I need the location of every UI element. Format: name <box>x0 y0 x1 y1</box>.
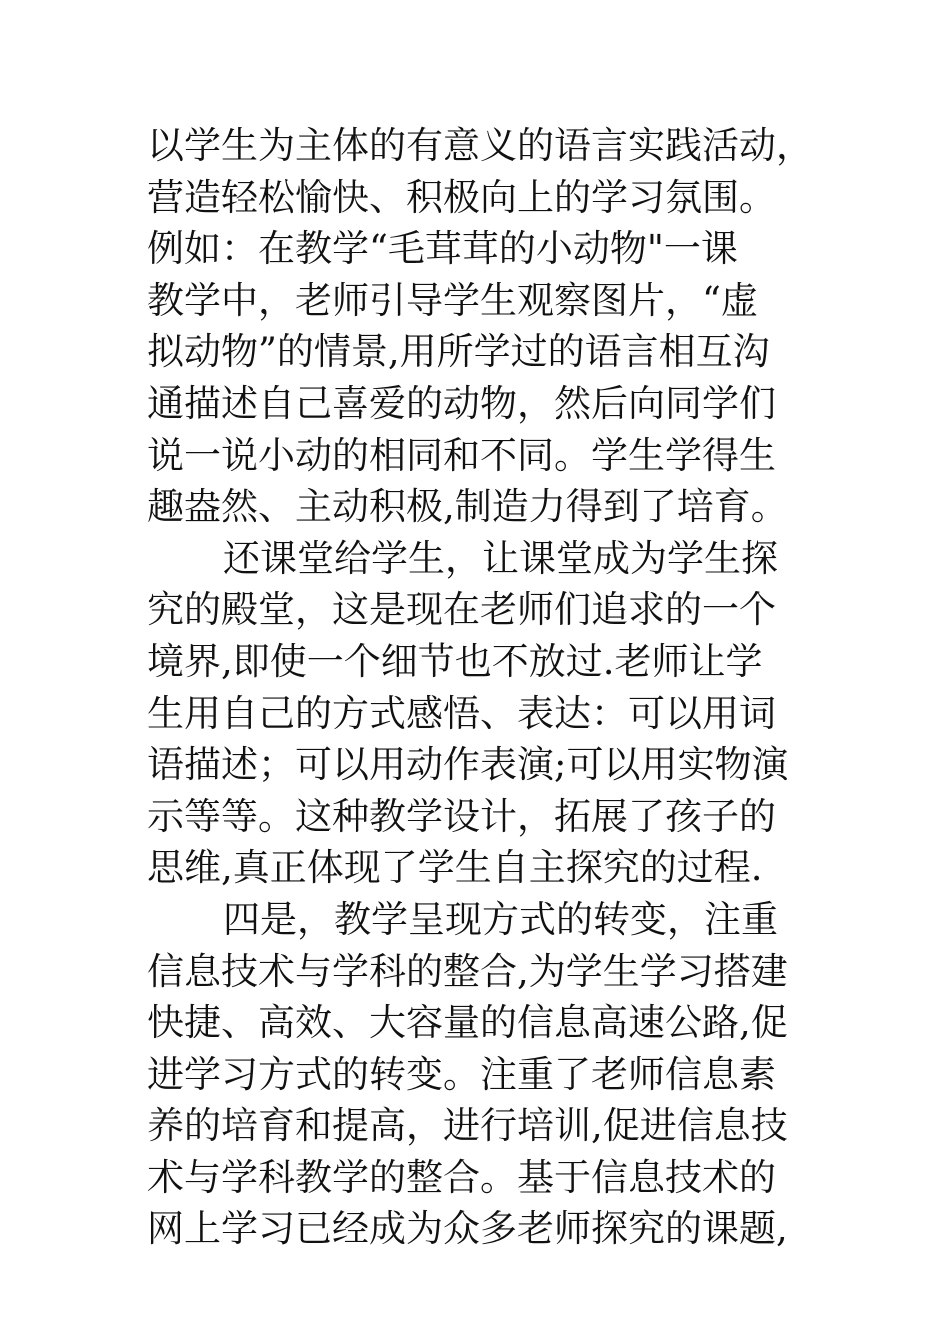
text-line: 究的殿堂，这是现在老师们追求的一个 <box>147 588 776 632</box>
text-line: 趣盎然、主动积极,制造力得到了培育。 <box>147 485 788 529</box>
text-line: 生用自己的方式感悟、表达：可以用词 <box>147 691 776 735</box>
text-line: 快捷、高效、大容量的信息高速公路,促 <box>147 1001 788 1045</box>
text-line: 通描述自己喜爱的动物，然后向同学们 <box>147 381 776 425</box>
text-line: 思维,真正体现了学生自主探究的过程. <box>147 846 763 890</box>
text-line: 拟动物”的情景,用所学过的语言相互沟 <box>147 330 770 374</box>
text-line: 信息技术与学科的整合,为学生学习搭建 <box>147 949 788 993</box>
body-text <box>147 120 812 1255</box>
text-line: 术与学科教学的整合。基于信息技术的 <box>147 1155 776 1199</box>
paragraph-start-line: 还课堂给学生，让课堂成为学生探 <box>223 536 778 580</box>
text-line: 养的培育和提高，进行培训,促进信息技 <box>147 1104 788 1148</box>
text-line: 说一说小动的相同和不同。学生学得生 <box>147 433 776 477</box>
text-line: 境界,即使一个细节也不放过.老师让学 <box>147 639 763 683</box>
text-line: 语描述；可以用动作表演;可以用实物演 <box>147 743 789 787</box>
text-line: 进学习方式的转变。注重了老师信息素 <box>147 1052 776 1096</box>
text-line: 示等等。这种教学设计，拓展了孩子的 <box>147 794 776 838</box>
text-line: 网上学习已经成为众多老师探究的课题, <box>147 1207 788 1251</box>
text-line: 教学中，老师引导学生观察图片，“虚 <box>147 278 758 322</box>
paragraph-start-line: 四是，教学呈现方式的转变，注重 <box>223 897 778 941</box>
text-line: 例如：在教学“毛茸茸的小动物"一课 <box>147 227 738 271</box>
text-line: 营造轻松愉快、积极向上的学习氛围。 <box>147 175 776 219</box>
text-line: 以学生为主体的有意义的语言实践活动， <box>147 124 813 167</box>
